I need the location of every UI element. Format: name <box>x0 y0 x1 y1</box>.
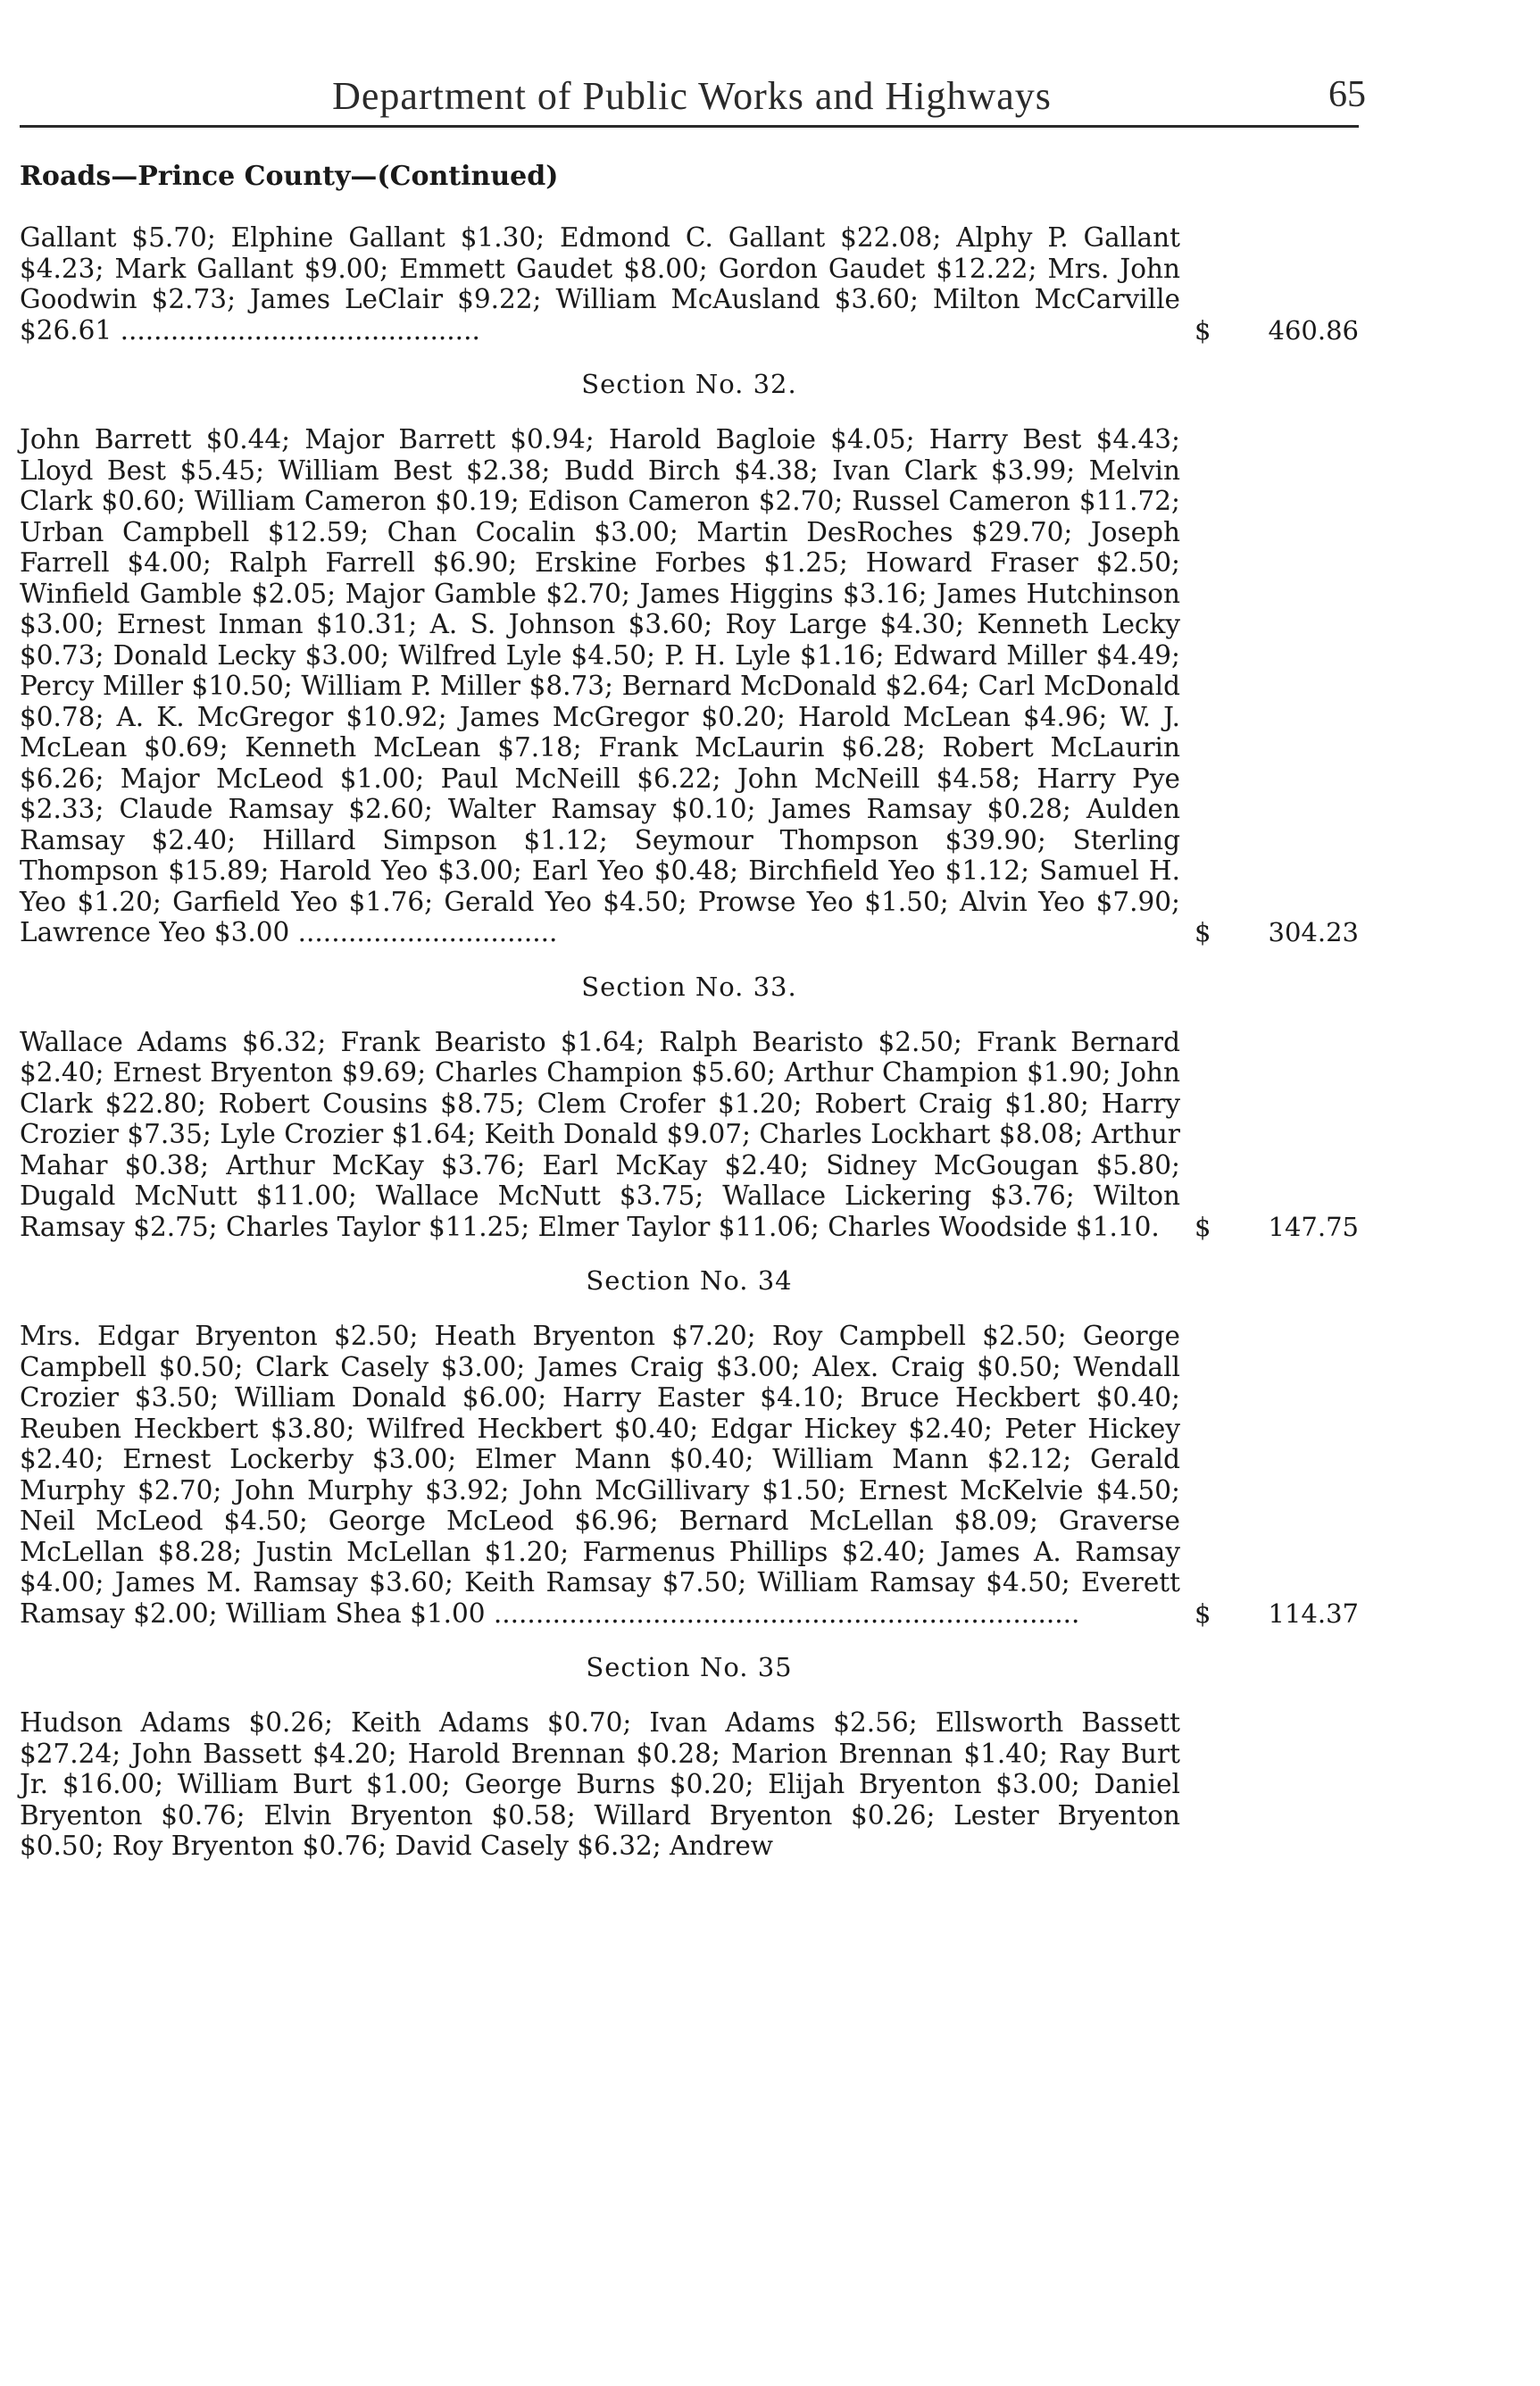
running-title: Department of Public Works and Highways <box>332 74 1052 118</box>
total-amount: 304.23 <box>1268 917 1359 947</box>
payee-list: Hudson Adams $0.26; Keith Adams $0.70; Ivan Adams $2.56; Ellsworth Bassett $27.24; John Bassett $4.20; Harold Brennan $0.28; Marion Brennan $1.40; Ray Burt Jr. $16.00; William Burt $1.00; George Burns $0.20; Elijah Bryenton $3.00; Daniel Bryenton $0.76; Elvin Bryenton $0.58; Willard Bryenton $0.26; Lester Bryenton $0.50; Roy Bryenton $0.76; David Casely $6.32; Andrew <box>20 1707 1180 1861</box>
total-amount: 147.75 <box>1268 1211 1359 1242</box>
section-35 <box>20 1652 1359 1862</box>
entry-row <box>20 222 1359 346</box>
section-total <box>1180 917 1359 948</box>
entry-row <box>20 1027 1359 1243</box>
section-total <box>1180 1598 1359 1630</box>
running-header <box>18 64 1366 127</box>
payee-list: John Barrett $0.44; Major Barrett $0.94; Harold Bagloie $4.05; Harry Best $4.43; Lloyd Best $5.45; William Best $2.38; Budd Birch $4.38; Ivan Clark $3.99; Melvin Clark $0.60; William Cameron $0.19; Edison Cameron $2.70; Russel Cameron $11.72; Urban Campbell $12.59; Chan Cocalin $3.00; Martin DesRoches $29.70; Joseph Farrell $4.00; Ralph Farrell $6.90; Erskine Forbes $1.25; Howard Fraser $2.50; Winfield Gamble $2.05; Major Gamble $2.70; James Higgins $3.16; James Hutchinson $3.00; Ernest Inman $10.31; A. S. Johnson $3.60; Roy Large $4.30; Kenneth Lecky $0.73; Donald Lecky $3.00; Wilfred Lyle $4.50; P. H. Lyle $1.16; Edward Miller $4.49; Percy Miller $10.50; William P. Miller $8.73; Bernard McDonald $2.64; Carl McDonald $0.78; A. K. McGregor $10.92; James McGregor $0.20; Harold McLean $4.96; W. J. McLean $0.69; Kenneth McLean $7.18; Frank McLaurin $6.28; Robert McLaurin $6.26; Major McLeod $1.00; Paul McNeill $6.22; John McNeill $4.58; Harry Pye $2.33; Claude Ramsay $2.60; Walter Ramsay $0.10; James Ramsay $0.28; Aulden Ramsay $2.40; Hillard Simpson $1.12; Seymour Thompson $39.90; Sterling Thompson $15.89; Harold Yeo $3.00; Earl Yeo $0.48; Birchfield Yeo $1.12; Samuel H. Yeo $1.20; Garfield Yeo $1.76; Gerald Yeo $4.50; Prowse Yeo $1.50; Alvin Yeo $7.90; Lawrence Yeo $3.00 ............................... <box>20 424 1180 947</box>
total-currency: $ <box>1195 1598 1211 1629</box>
total-currency: $ <box>1195 917 1211 947</box>
entry-row <box>20 424 1359 948</box>
section-total <box>1180 1212 1359 1243</box>
section-heading: Section No. 33. <box>581 971 797 1002</box>
section-34 <box>20 1265 1359 1629</box>
header-rule <box>20 125 1359 128</box>
section-total <box>1180 315 1359 346</box>
section-heading: Section No. 32. <box>581 369 797 399</box>
section-heading: Section No. 35 <box>586 1652 793 1682</box>
section-32 <box>20 369 1359 948</box>
total-amount: 460.86 <box>1268 314 1359 346</box>
section-entry-continued <box>20 222 1359 346</box>
entry-row <box>20 1321 1359 1629</box>
document-body <box>20 161 1359 1862</box>
payee-list: Mrs. Edgar Bryenton $2.50; Heath Bryenton $7.20; Roy Campbell $2.50; George Campbell $0.50; Clark Casely $3.00; James Craig $3.00; Alex. Craig $0.50; Wendall Crozier $3.50; William Donald $6.00; Harry Easter $4.10; Bruce Heckbert $0.40; Reuben Heckbert $3.80; Wilfred Heckbert $0.40; Edgar Hickey $2.40; Peter Hickey $2.40; Ernest Lockerby $3.00; Elmer Mann $0.40; William Mann $2.12; Gerald Murphy $2.70; John Murphy $3.92; John McGillivary $1.50; Ernest McKelvie $4.50; Neil McLeod $4.50; George McLeod $6.96; Bernard McLellan $8.09; Graverse McLellan $8.28; Justin McLellan $1.20; Farmenus Phillips $2.40; James A. Ramsay $4.00; James M. Ramsay $3.60; Keith Ramsay $7.50; William Ramsay $4.50; Everett Ramsay $2.00; William Shea $1.00 ...................................................................... <box>20 1321 1180 1629</box>
total-currency: $ <box>1195 1211 1211 1242</box>
total-amount: 114.37 <box>1268 1598 1359 1629</box>
continued-heading: Roads—Prince County—(Continued) <box>20 161 559 192</box>
section-heading: Section No. 34 <box>586 1265 793 1296</box>
total-currency: $ <box>1195 314 1211 346</box>
entry-row <box>20 1707 1359 1862</box>
section-33 <box>20 972 1359 1243</box>
payee-list: Wallace Adams $6.32; Frank Bearisto $1.64; Ralph Bearisto $2.50; Frank Bernard $2.40; Ernest Bryenton $9.69; Charles Champion $5.60; Arthur Champion $1.90; John Clark $22.80; Robert Cousins $8.75; Clem Crofer $1.20; Robert Craig $1.80; Harry Crozier $7.35; Lyle Crozier $1.64; Keith Donald $9.07; Charles Lockhart $8.08; Arthur Mahar $0.38; Arthur McKay $3.76; Earl McKay $2.40; Sidney McGougan $5.80; Dugald McNutt $11.00; Wallace McNutt $3.75; Wallace Lickering $3.76; Wilton Ramsay $2.75; Charles Taylor $11.25; Elmer Taylor $11.06; Charles Woodside $1.10. <box>20 1026 1180 1242</box>
payee-list: Gallant $5.70; Elphine Gallant $1.30; Edmond C. Gallant $22.08; Alphy P. Gallant $4.23; Mark Gallant $9.00; Emmett Gaudet $8.00; Gordon Gaudet $12.22; Mrs. John Goodwin $2.73; James LeClair $9.22; William McAusland $3.60; Milton McCarville $26.61 ........................................... <box>20 222 1180 346</box>
page-number: 65 <box>1328 74 1366 115</box>
